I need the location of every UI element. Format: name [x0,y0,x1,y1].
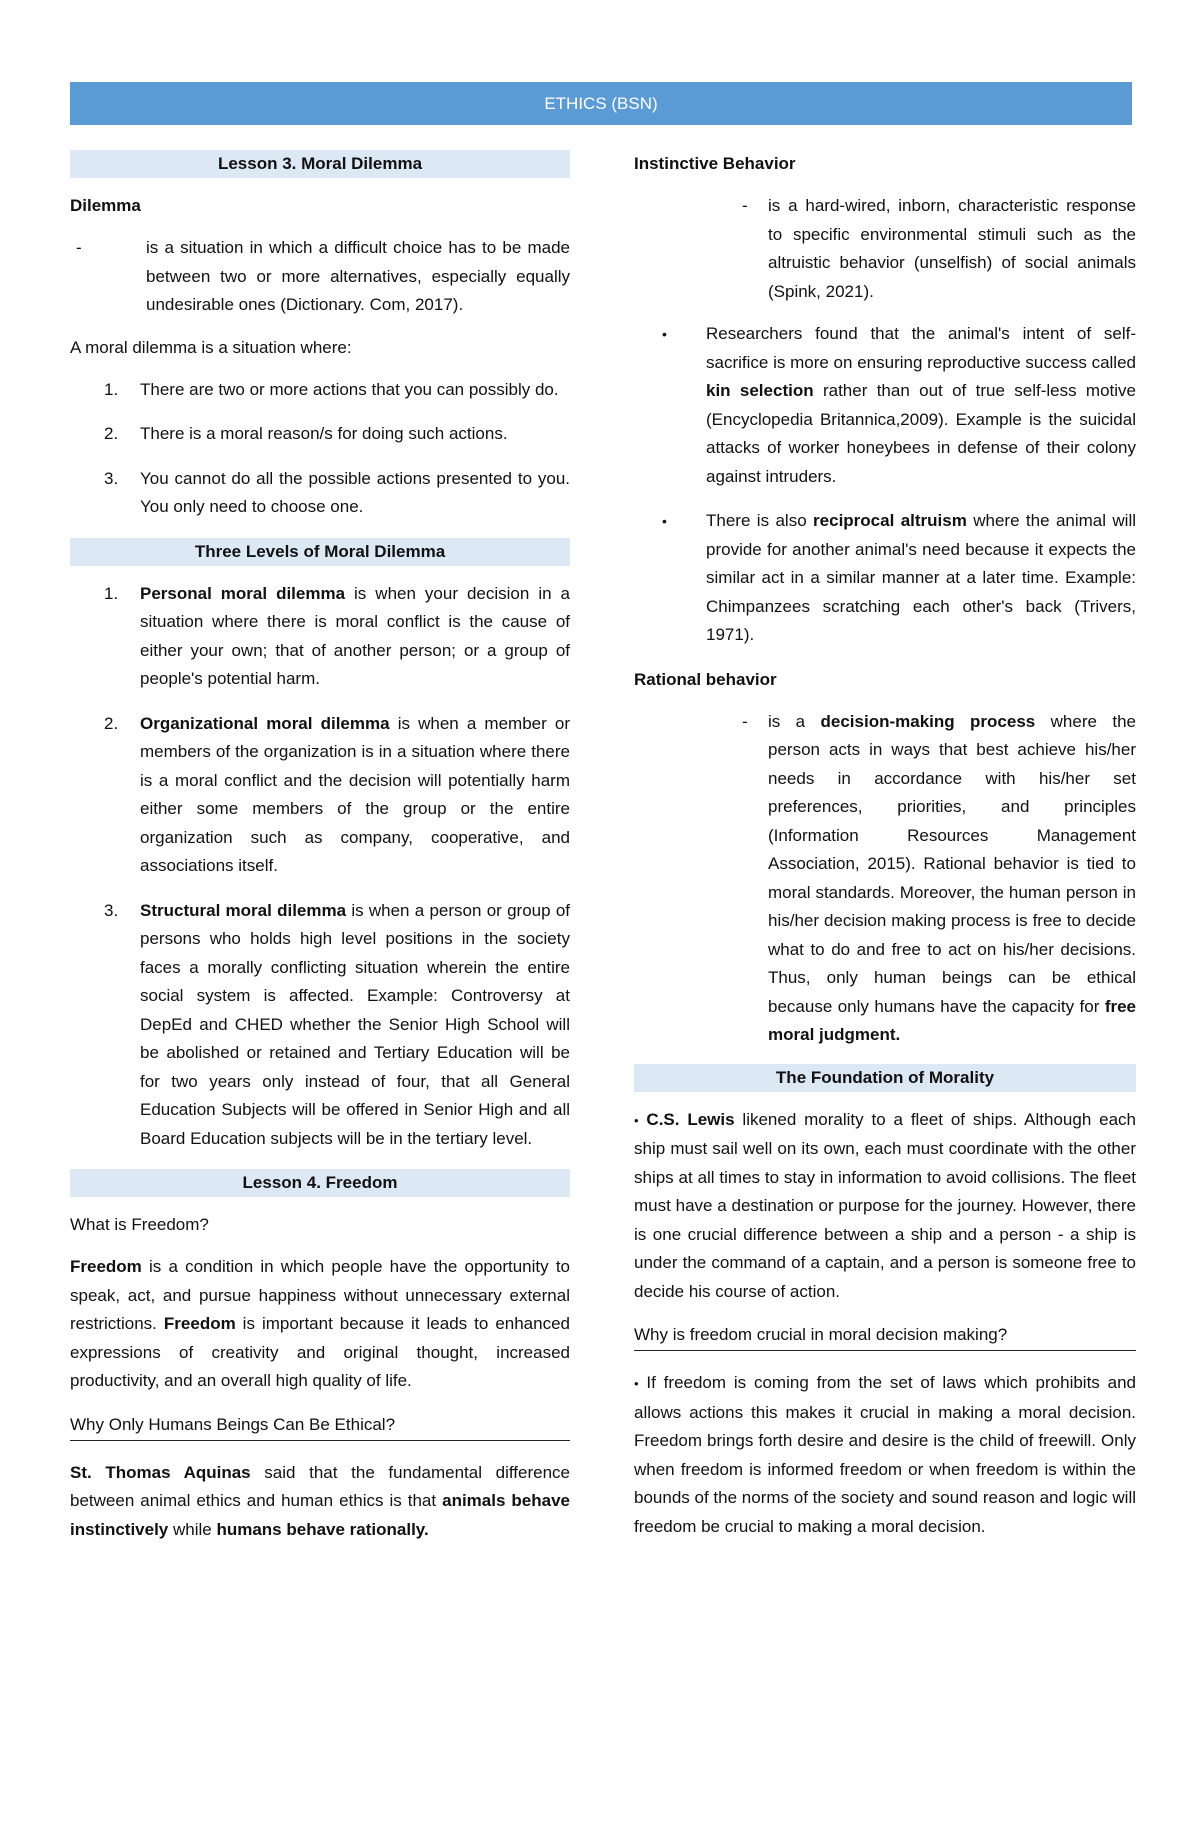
levels-heading: Three Levels of Moral Dilemma [70,538,570,566]
dilemma-definition [70,234,570,320]
why-only-humans-question: Why Only Humans Beings Can Be Ethical? [70,1410,570,1441]
list-number: 2. [104,713,119,733]
list-item [70,376,570,405]
text-run: rather than out of true self-less motive (Encyclopedia Britannica,2009). Example is the suicidal attacks of worker honeybees in defense of their colony against intruders. [706,381,1136,486]
term: St. Thomas Aquinas [70,1462,251,1482]
text-run: There is also [706,511,814,530]
bullet-marker: • [634,1112,639,1128]
term: Personal moral dilemma [140,583,346,603]
term: kin selection [706,381,814,400]
text-run: is important because it leads to enhanced expressions of creativity and original thought, increased productivity, and an overall high quality of life. [70,1314,570,1390]
list-number: 3. [104,900,119,920]
term-description: is when a member or members of the organization is in a situation where there is a moral conflict and the decision will potentially harm either some members of the group or the entire organization such as company, cooperative, and associations itself. [140,713,571,875]
term-description: is when a person or group of persons who holds high level positions in the society faces a morally conflicting situation wherein the entire social system is affected. Example: Controversy at DepEd and CHED whether the Senior High School will be abolished or retained and Tertiary Education will be for two years only instead of four, that all General Education Subjects will be offered in Senior High and all Board Education subjects will be in the tertiary level. [140,900,570,1148]
text-run: likened morality to a fleet of ships. Although each ship must sail well on its own, each must coordinate with the other ships at all times to stay in information to avoid collisions. The fleet must have a destination or purpose for the journey. However, there is one crucial difference between a ship and a person - a ship is under the command of a captain, and a person is someone free to decide his course of action. [634,1109,1136,1301]
dash-marker: - [742,711,748,731]
text-run: where the animal will provide for another animal's need because it expects the similar act in a similar manner at a later time. Example: Chimpanzees scratching each other's back (Trivers, 1971). [706,511,1137,644]
instinctive-definition [634,192,1136,306]
list-item-text [706,320,1136,491]
text-run: said that the fundamental difference between animal ethics and human ethics is that [70,1462,570,1510]
list-item-text [706,507,1136,650]
dilemma-term: Dilemma [70,196,141,215]
bullet-marker: • [634,1376,639,1391]
list-item [634,507,1136,650]
lesson3-heading: Lesson 3. Moral Dilemma [70,150,570,178]
list-number: 2. [104,424,119,443]
term: Freedom [163,1314,236,1333]
instinctive-definition-text: is a hard-wired, inborn, characteristic response to specific environmental stimuli such as the altruistic behavior (unselfish) of social animals (Spink, 2021). [768,196,1136,301]
lesson4-heading: Lesson 4. Freedom [70,1169,570,1197]
list-item [70,465,570,522]
rational-behavior-heading: Rational behavior [634,669,777,689]
term: Organizational moral dilemma [140,713,390,733]
list-item-text [140,580,570,694]
text-run: is a [768,711,821,731]
list-item-text [140,897,570,1154]
what-is-freedom-question: What is Freedom? [70,1215,209,1234]
term-description: is when your decision in a situation where there is moral conflict is the cause of either your own; that of another person; or a group of people's potential harm. [140,583,570,688]
list-item-text: There are two or more actions that you can possibly do. [140,379,559,399]
rational-definition [634,708,1136,1050]
rational-definition-text [768,708,1136,1050]
bullet-marker: • [662,513,667,529]
why-freedom-crucial-question: Why is freedom crucial in moral decision making? [634,1320,1136,1351]
freedom-crucial-paragraph [634,1369,1136,1541]
right-column [634,150,1136,1555]
header-banner [70,82,1132,125]
dilemma-definition-text: is a situation in which a difficult choice has to be made between two or more alternatives, especially equally undesirable ones (Dictionary. Com, 2017). [146,238,570,314]
term: reciprocal altruism [813,511,967,530]
text-run: is a condition in which people have the opportunity to speak, act, and pursue happiness without unnecessary external restrictions. [70,1257,570,1333]
term: C.S. Lewis [646,1109,735,1129]
list-item-text: You cannot do all the possible actions presented to you. You only need to choose one. [140,468,570,516]
left-column [70,150,570,1558]
term: humans behave rationally. [216,1519,429,1539]
list-item [70,420,570,449]
bullet-marker: • [662,326,667,342]
term: Structural moral dilemma [140,900,347,920]
list-number: 1. [104,583,119,603]
freedom-paragraph [70,1253,570,1396]
instinctive-behavior-heading: Instinctive Behavior [634,154,796,173]
lewis-paragraph [634,1106,1136,1307]
text-run: If freedom is coming from the set of laws which prohibits and allows actions this makes it crucial in making a moral decision. Freedom brings forth desire and desire is the child of freewill. Only when freedom is informed freedom or when freedom is within the bounds of the norms of the society and sound reason and logic will freedom be crucial to making a moral decision. [634,1373,1136,1536]
list-item-text: There is a moral reason/s for doing such actions. [140,424,508,443]
dash-marker: - [76,238,82,257]
list-item [70,580,570,694]
moral-dilemma-intro: A moral dilemma is a situation where: [70,337,352,357]
list-item [634,320,1136,491]
term: Freedom [70,1257,142,1276]
document-title: ETHICS (BSN) [544,94,658,113]
term: decision-making process [820,711,1036,731]
dash-marker: - [742,196,748,215]
text-run: Researchers found that the animal's intent of self-sacrifice is more on ensuring reproductive success called [706,324,1136,372]
list-number: 3. [104,468,119,488]
list-item [70,710,570,881]
term: free moral judgment. [768,996,1136,1044]
aquinas-paragraph [70,1459,570,1545]
text-run: where the person acts in ways that best achieve his/her needs in accordance with his/her set preferences, priorities, and principles (Information Resources Management Association, 2015). Rational behavior is tied to moral standards. Moreover, the human person in his/her decision making process is free to decide what to do and free to act on his/her decisions. Thus, only human beings can be ethical because only humans have the capacity for [768,711,1136,1016]
list-number: 1. [104,379,119,399]
foundation-heading: The Foundation of Morality [634,1064,1136,1092]
term: animals behave instinctively [70,1491,571,1539]
list-item [70,897,570,1154]
text-run: while [168,1519,217,1539]
list-item-text [140,710,570,881]
